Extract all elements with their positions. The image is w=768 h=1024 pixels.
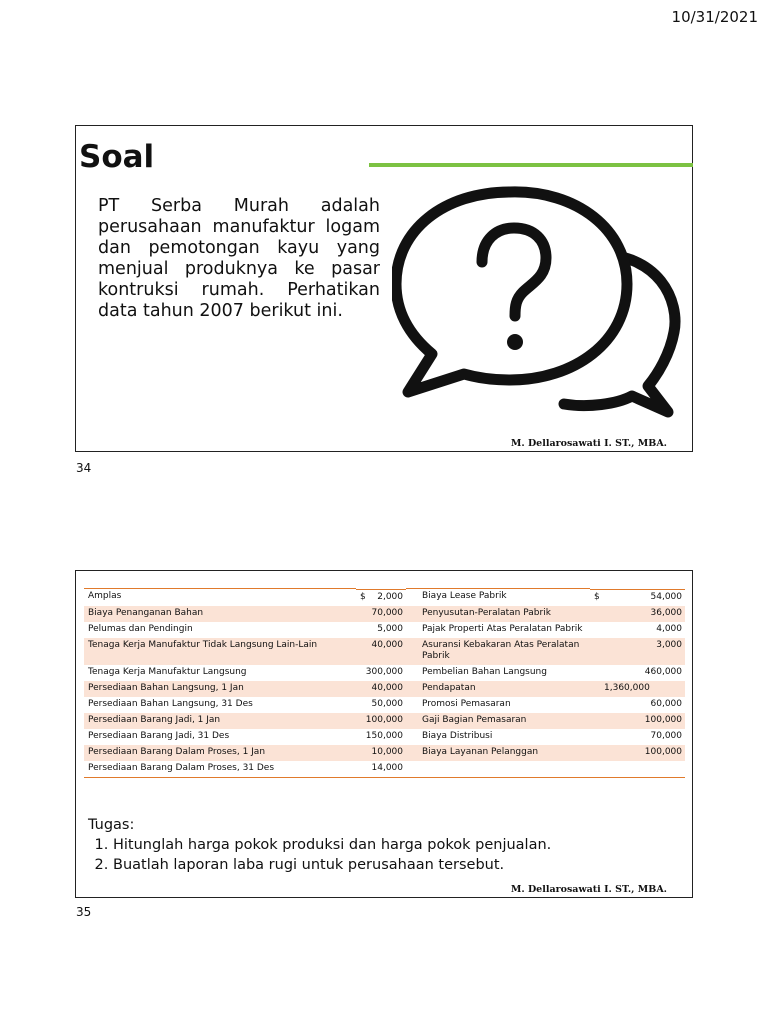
- column-spacer: [406, 638, 418, 665]
- left-item-label: Persediaan Bahan Langsung, 31 Des: [88, 698, 253, 709]
- column-spacer: [406, 761, 418, 778]
- cost-data-table: [84, 588, 685, 778]
- left-item-value: 150,000: [365, 730, 403, 741]
- right-item-label: Pembelian Bahan Langsung: [422, 666, 547, 677]
- right-item-label: Penyusutan-Peralatan Pabrik: [418, 606, 590, 622]
- table-row: [84, 589, 685, 606]
- table-row: [84, 713, 685, 729]
- left-item-value: 14,000: [356, 761, 406, 778]
- left-item-value: [356, 589, 406, 606]
- left-item-label: Persediaan Barang Dalam Proses, 31 Des: [84, 761, 356, 778]
- left-item-value: 70,000: [356, 606, 406, 622]
- document-date: 10/31/2021: [671, 8, 758, 26]
- right-item-label: Pajak Properti Atas Peralatan Pabrik: [422, 623, 583, 634]
- table-row: [84, 622, 685, 638]
- table-row: [84, 638, 685, 665]
- left-item-value: 300,000: [365, 666, 403, 677]
- left-item-label: Persediaan Bahan Langsung, 1 Jan: [84, 681, 356, 697]
- table-row: [84, 681, 685, 697]
- task-item: 2. Buatlah laporan laba rugi untuk perusahaan tersebut.: [113, 855, 678, 875]
- right-item-label: [418, 761, 590, 778]
- left-item-value: 5,000: [377, 623, 403, 634]
- column-spacer: [406, 697, 418, 713]
- tasks-list: [88, 835, 678, 875]
- right-item-value: 3,000: [590, 638, 685, 665]
- column-spacer: [406, 681, 418, 697]
- page-number: 35: [76, 905, 92, 919]
- tasks-section: [88, 815, 678, 875]
- column-spacer: [406, 729, 418, 745]
- right-item-value: 460,000: [644, 666, 682, 677]
- table-row: [84, 745, 685, 761]
- table-row: [84, 761, 685, 778]
- slide-footer-author: M. Dellarosawati I. ST., MBA.: [510, 884, 667, 895]
- right-item-label: Promosi Pemasaran: [422, 698, 511, 709]
- page-number: 34: [76, 461, 92, 475]
- left-item-value: 100,000: [356, 713, 406, 729]
- left-item-value: 40,000: [356, 681, 406, 697]
- slide-footer-author: M. Dellarosawati I. ST., MBA.: [510, 438, 667, 449]
- column-spacer: [406, 589, 418, 606]
- title-accent-line: [369, 163, 693, 167]
- left-item-label: Persediaan Barang Dalam Proses, 1 Jan: [84, 745, 356, 761]
- left-item-value: 40,000: [356, 638, 406, 665]
- currency-symbol: $: [360, 591, 366, 602]
- left-item-label: Tenaga Kerja Manufaktur Langsung: [88, 666, 247, 677]
- tasks-title: Tugas:: [88, 817, 135, 833]
- right-item-value: 70,000: [650, 730, 682, 741]
- amount: 54,000: [650, 591, 682, 602]
- table-row: [84, 606, 685, 622]
- question-speech-bubbles-icon: [392, 182, 682, 422]
- right-item-value: 100,000: [590, 713, 685, 729]
- right-item-value: 4,000: [656, 623, 682, 634]
- column-spacer: [406, 745, 418, 761]
- task-item: 1. Hitunglah harga pokok produksi dan harga pokok penjualan.: [113, 835, 678, 855]
- right-item-value: 36,000: [590, 606, 685, 622]
- left-item-label: Tenaga Kerja Manufaktur Tidak Langsung Lain-Lain: [84, 638, 356, 665]
- table-row: [84, 665, 685, 681]
- right-item-value: 100,000: [590, 745, 685, 761]
- slide-title: Soal: [79, 139, 155, 175]
- column-spacer: [406, 713, 418, 729]
- left-item-value: 10,000: [356, 745, 406, 761]
- right-item-label: Gaji Bagian Pemasaran: [418, 713, 590, 729]
- right-item-value: 1,360,000: [590, 681, 685, 697]
- column-spacer: [406, 622, 418, 638]
- amount: 2,000: [377, 591, 403, 602]
- column-spacer: [406, 606, 418, 622]
- slide-soal: [75, 125, 693, 452]
- right-item-label: Asuransi Kebakaran Atas Peralatan Pabrik: [418, 638, 590, 665]
- intro-paragraph: PT Serba Murah adalah perusahaan manufaktur logam dan pemotongan kayu yang menjual produknya ke pasar kontruksi rumah. Perhatikan data tahun 2007 berikut ini.: [98, 196, 380, 321]
- table-row: [84, 697, 685, 713]
- right-item-value: [590, 589, 685, 606]
- left-item-label: Biaya Penanganan Bahan: [84, 606, 356, 622]
- right-item-label: Biaya Distribusi: [422, 730, 493, 741]
- left-item-label: Amplas: [84, 589, 356, 606]
- right-item-label: Biaya Layanan Pelanggan: [418, 745, 590, 761]
- currency-symbol: $: [594, 591, 600, 602]
- right-item-label: Biaya Lease Pabrik: [418, 589, 590, 606]
- left-item-label: Pelumas dan Pendingin: [88, 623, 193, 634]
- left-item-value: 50,000: [371, 698, 403, 709]
- right-item-value: [590, 761, 685, 778]
- right-item-value: 60,000: [650, 698, 682, 709]
- left-item-label: Persediaan Barang Jadi, 1 Jan: [84, 713, 356, 729]
- column-spacer: [406, 665, 418, 681]
- left-item-label: Persediaan Barang Jadi, 31 Des: [88, 730, 230, 741]
- table-row: [84, 729, 685, 745]
- slide-data-table: [75, 570, 693, 898]
- right-item-label: Pendapatan: [418, 681, 590, 697]
